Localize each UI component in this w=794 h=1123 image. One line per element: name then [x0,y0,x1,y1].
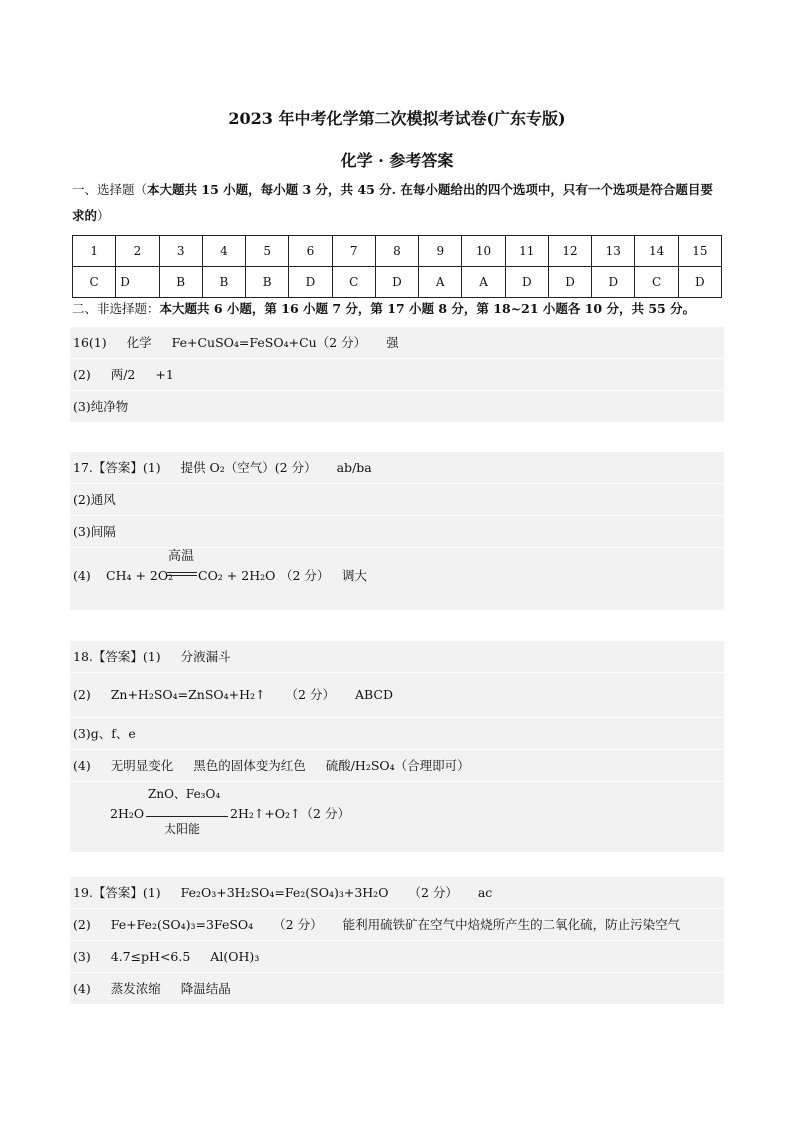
q19-block [70,877,724,1005]
q19-equation-1: Fe₂O₃+3H₂SO₄=Fe₂(SO₄)₃+3H₂O [180,885,389,900]
table-row-answers [73,267,722,298]
q17-row-2 [70,484,724,516]
q17-eq-sign [167,572,197,576]
table-cell: B [202,267,245,298]
q18-equation: Zn+H₂SO₄=ZnSO₄+H₂↑ [110,687,266,702]
table-cell: D [592,267,635,298]
q18-eq5-left: 2H₂O [110,806,145,821]
table-cell: 14 [635,236,678,267]
q18-row-3 [70,718,724,750]
table-cell: C [73,267,116,298]
q17-part-4-label: (4) [73,568,91,583]
q17-eq-condition: 高温 [168,549,195,564]
q18-row-1 [70,641,724,673]
q16-answer-1a: 化学 [126,335,152,350]
table-cell: 1 [73,236,116,267]
q17-row-3 [70,516,724,548]
table-cell: C [332,267,375,298]
table-cell: 13 [592,236,635,267]
q19-row-3 [70,941,724,973]
table-cell: 11 [505,236,548,267]
table-cell: B [246,267,289,298]
q18-part-4-label: (4) [73,758,91,773]
q16-answer-2a: 两/2 [110,367,136,382]
table-cell: D [548,267,591,298]
q18-answer-4b: 黑色的固体变为红色 [193,758,306,773]
section-2-heading [72,296,724,322]
q17-answer-1b: ab/ba [336,460,372,475]
table-cell: D [678,267,721,298]
section-1-suffix: ） [97,208,110,223]
table-cell: B [159,267,202,298]
table-cell: 8 [375,236,418,267]
table-cell: 3 [159,236,202,267]
q18-answer-1a: 分液漏斗 [180,649,231,664]
q18-eq5-right: 2H₂↑+O₂↑（2 分） [230,806,350,821]
table-cell: D [116,267,159,298]
q17-label: 17.【答案】(1) [73,460,161,475]
table-cell: D [375,267,418,298]
q19-label: 19.【答案】(1) [73,885,161,900]
q16-row-1 [70,327,724,359]
q19-part-2-label: (2) [73,917,91,932]
table-cell: 15 [678,236,721,267]
table-cell: 12 [548,236,591,267]
q16-equation: Fe+CuSO₄=FeSO₄+Cu（2 分） [171,335,367,350]
q16-row-2 [70,359,724,391]
q17-answer-1a: 提供 O₂（空气）(2 分） [180,460,317,475]
q19-row-4 [70,973,724,1005]
q16-answer-2b: +1 [155,367,174,382]
q19-answer-2b: 能利用硫铁矿在空气中焙烧所产生的二氧化硫，防止污染空气 [342,917,681,932]
choice-answer-table [72,235,722,298]
q16-part-2-label: (2) [73,367,91,382]
section-1-heading [72,177,724,229]
q19-answer-4b: 降温结晶 [180,981,231,996]
table-cell: 4 [202,236,245,267]
q19-answer-1b: ac [477,885,493,900]
q17-row-4 [70,548,724,611]
q18-answer-3: (3)g、f、e [73,726,136,741]
q17-eq-right: CO₂ + 2H₂O [198,568,276,583]
table-cell: 6 [289,236,332,267]
q16-answer-3: (3)纯净物 [73,399,129,414]
q17-answer-4b: 调大 [342,568,368,583]
q17-row-1 [70,452,724,484]
q19-answer-3b: Al(OH)₃ [210,949,260,964]
table-cell: C [635,267,678,298]
q18-eq5-sign [146,816,228,817]
q16-row-3 [70,391,724,423]
q19-eq1-score: （2 分） [408,885,458,900]
q18-eq-score: （2 分） [285,687,335,702]
table-cell: 5 [246,236,289,267]
q19-part-3-label: (3) [73,949,91,964]
q16-block [70,327,724,423]
table-cell: A [419,267,462,298]
q18-part-2-label: (2) [73,687,91,702]
table-cell: 9 [419,236,462,267]
q18-row-2 [70,673,724,718]
table-cell: D [505,267,548,298]
answer-title: 化学 · 参考答案 [340,151,454,170]
section-1-bold: 本大题共 15 小题，每小题 3 分，共 45 分. 在每小题给出的四个选项中，只有一个选项是符合题目要求的 [72,182,713,223]
q19-equation-2: Fe+Fe₂(SO₄)₃=3FeSO₄ [110,917,254,932]
page-title: 2023 年中考化学第二次模拟考试卷(广东专版) [228,109,566,128]
q18-eq5-condition-bottom: 太阳能 [164,822,201,836]
q19-answer-3a: 4.7≤pH<6.5 [110,949,191,964]
q18-answer-4c: 硫酸/H₂SO₄（合理即可） [325,758,470,773]
q18-answer-2b: ABCD [354,687,393,702]
q17-answer-3: (3)间隔 [73,524,116,539]
q19-row-2 [70,909,724,941]
q17-block [70,452,724,611]
section-2-bold: 本大题共 6 小题，第 16 小题 7 分，第 17 小题 8 分，第 18~21 小题各 10 分，共 55 分。 [159,301,696,316]
q17-answer-2: (2)通风 [73,492,116,507]
table-cell: 7 [332,236,375,267]
table-row-numbers [73,236,722,267]
q19-row-1 [70,877,724,909]
q16-answer-1b: 强 [386,335,399,350]
q17-eq-left: CH₄ + 2O₂ [106,568,174,583]
q18-row-4 [70,750,724,782]
q18-answer-4a: 无明显变化 [110,758,174,773]
q19-part-4-label: (4) [73,981,91,996]
q17-eq-score: （2 分） [280,568,330,583]
section-1-prefix: 一、选择题（ [72,182,148,197]
q18-eq5-condition-top: ZnO、Fe₃O₄ [148,787,221,801]
q18-block [70,641,724,853]
q16-label: 16(1) [73,335,107,350]
table-cell: D [289,267,332,298]
q19-answer-4a: 蒸发浓缩 [110,981,161,996]
table-cell: 10 [462,236,505,267]
section-2-prefix: 二、非选择题： [72,301,160,316]
q18-row-5 [70,782,724,853]
q19-eq2-score: （2 分） [273,917,323,932]
table-cell: A [462,267,505,298]
table-cell: 2 [116,236,159,267]
q18-label: 18.【答案】(1) [73,649,161,664]
